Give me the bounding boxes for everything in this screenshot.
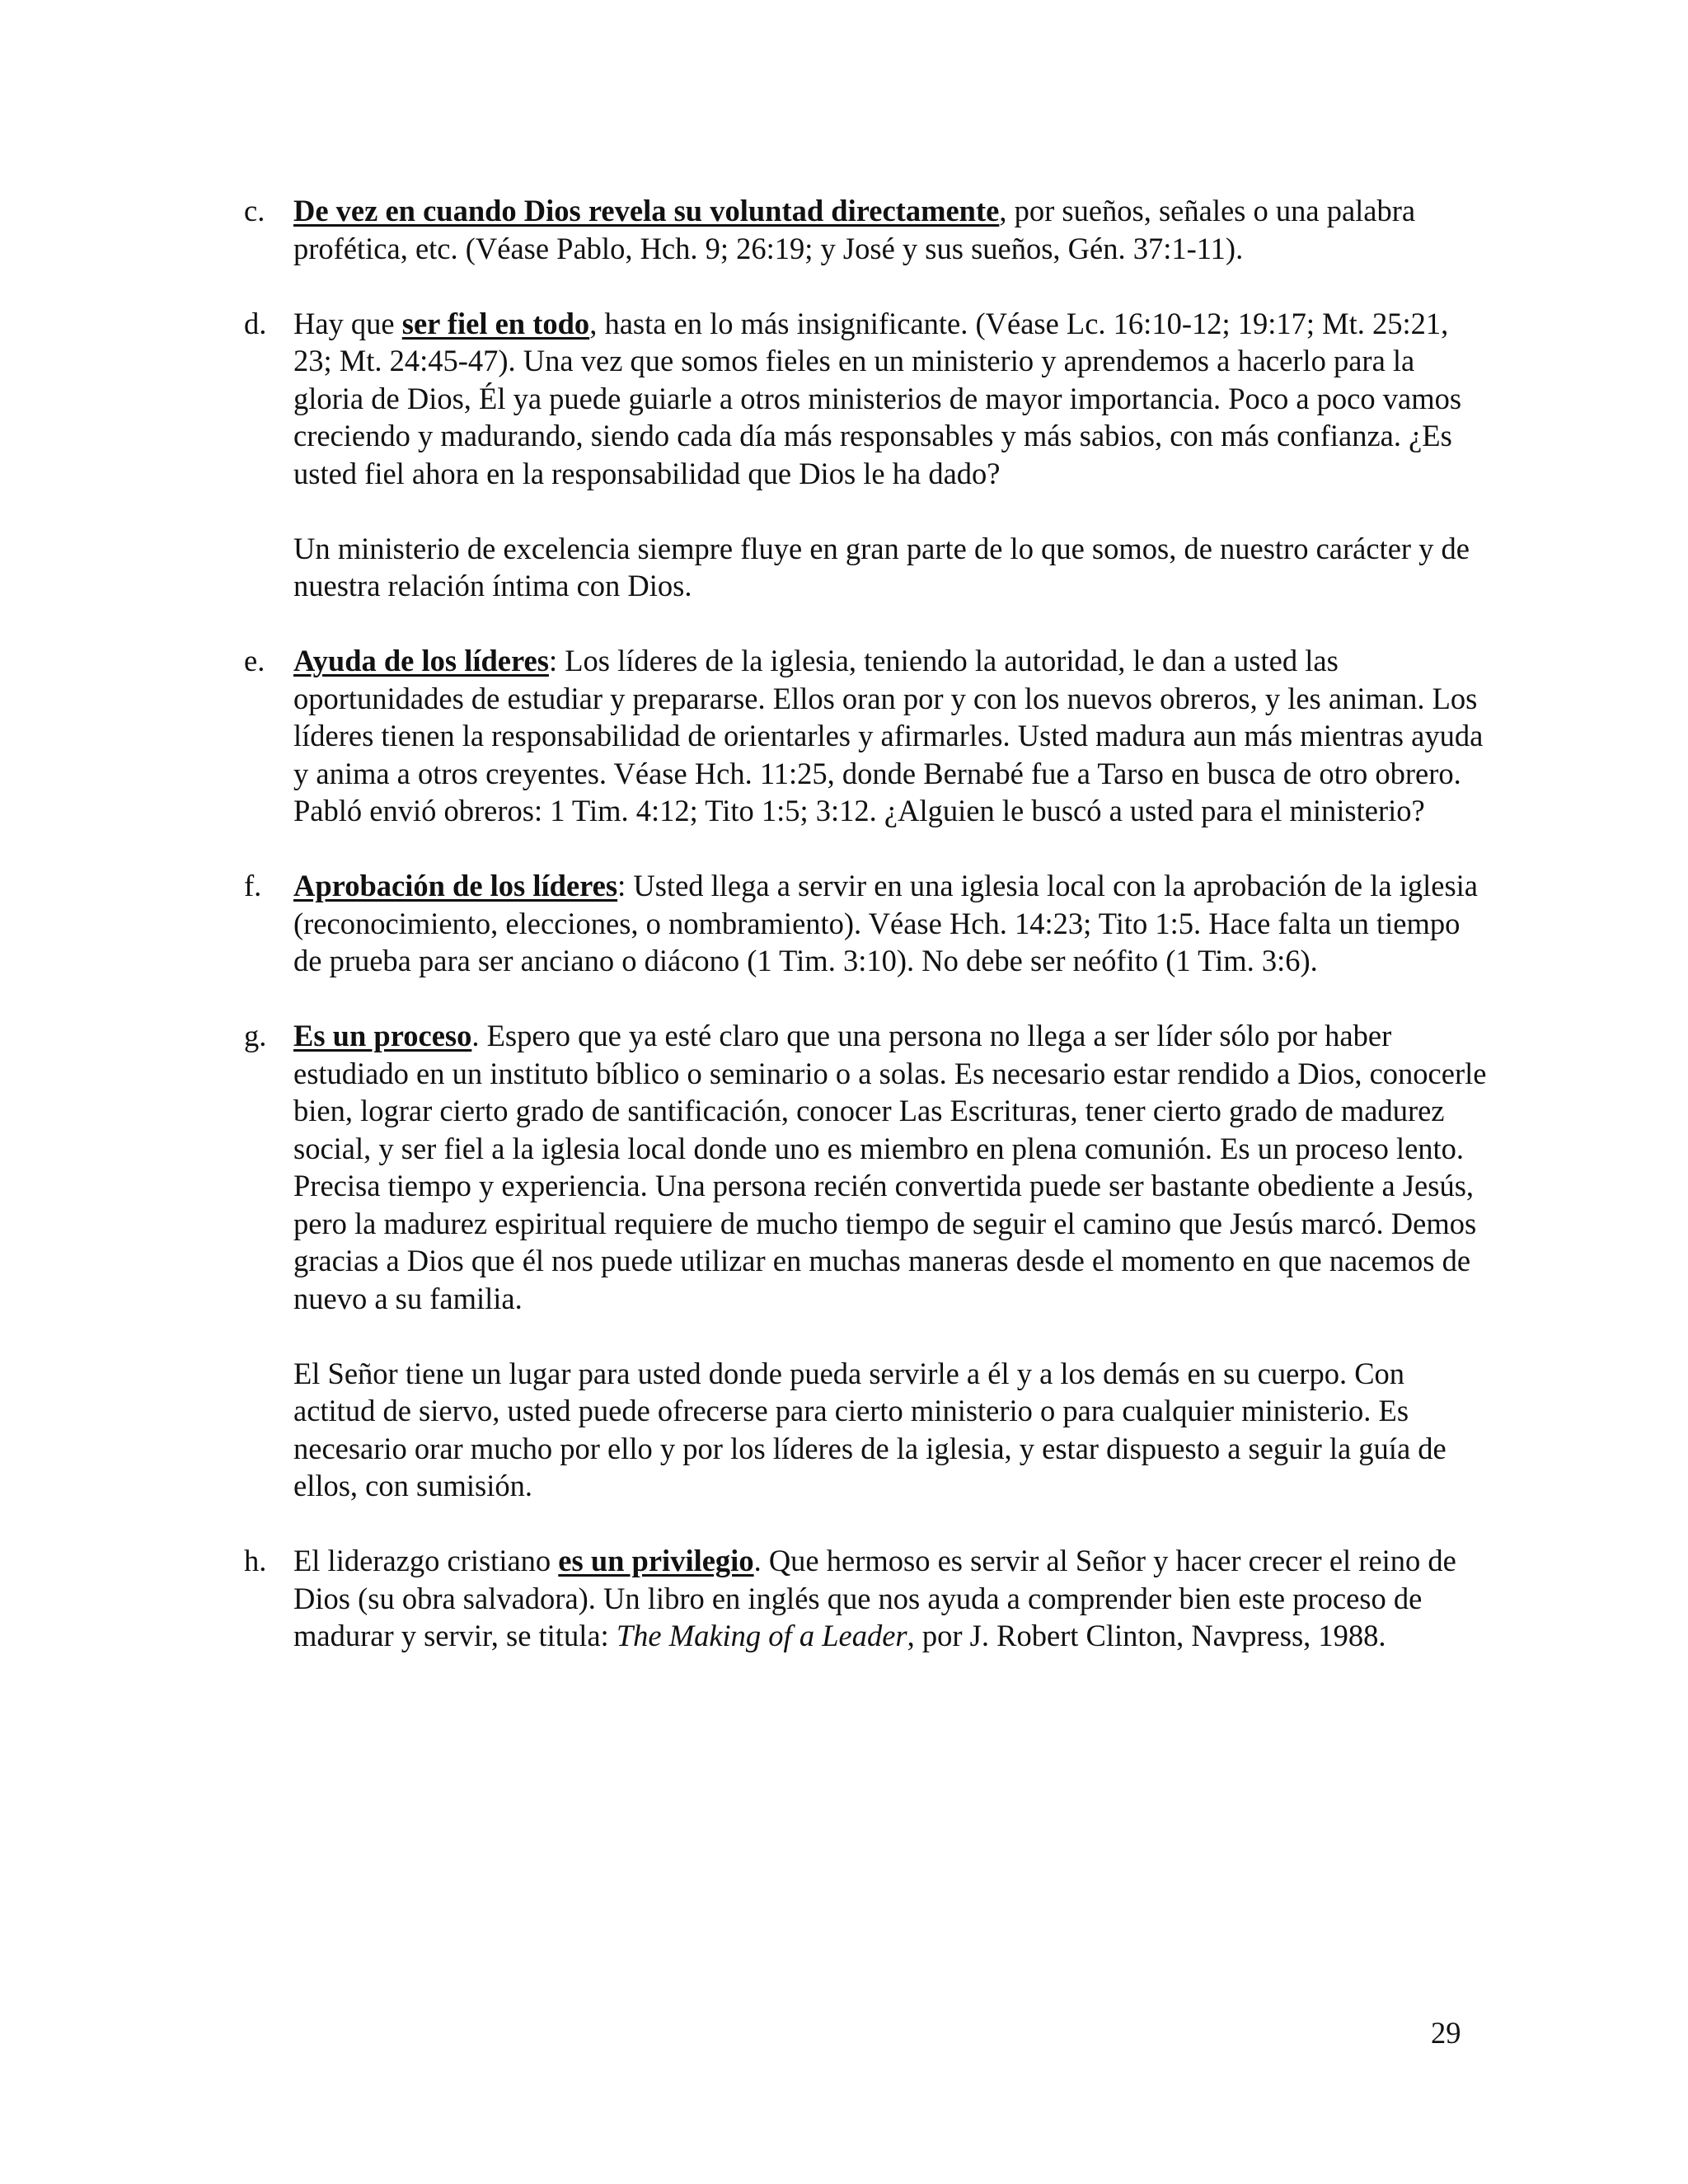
list-item-d [244,305,1489,605]
paragraph [293,867,1489,980]
paragraph-text: Hay que [293,306,402,340]
item-letter: h. [244,1544,267,1577]
highlight-phrase: Es un proceso [293,1019,472,1052]
item-letter: g. [244,1019,267,1052]
page-body [244,192,1489,1655]
paragraph-text: El liderazgo cristiano [293,1544,559,1577]
item-letter: f. [244,869,262,902]
paragraph-text: : Los líderes de la iglesia, teniendo la autoridad, le dan a usted las oportunidades de estudiar y prepararse. Ellos oran por y con los nuevos obreros, y les animan. Los líderes tienen la responsabilidad de orientarles y afirmarles. Usted madura aun más mientras ayuda y anima a otros creyentes. Véase Hch. 11:25, donde Bernabé fue a Tarso en busca de otro obrero. Pabló envió obreros: 1 Tim. 4:12; Tito 1:5; 3:12. ¿Alguien le buscó a usted para el ministerio? [293,644,1484,827]
highlight-phrase: es un privilegio [558,1544,754,1577]
book-title: The Making of a Leader [616,1619,907,1652]
paragraph [293,642,1489,830]
list-item-g [244,1017,1489,1505]
item-content [293,642,1489,830]
highlight-phrase: ser fiel en todo [401,306,590,340]
item-letter: c. [244,194,265,227]
item-content [293,1017,1489,1505]
paragraph-text: . Espero que ya esté claro que una persona no llega a ser líder sólo por haber estudiado en un instituto bíblico o seminario o a solas. Es necesario estar rendido a Dios, conocerle bien, lograr cierto grado de santificación, conocer Las Escrituras, tener cierto grado de madurez social, y ser fiel a la iglesia local donde uno es miembro en plena comunión. Es un proceso lento. Precisa tiempo y experiencia. Una persona recién convertida puede ser bastante obediente a Jesús, pero la madurez espiritual requiere de mucho tiempo de seguir el camino que Jesús marcó. Demos gracias a Dios que él nos puede utilizar en muchas maneras desde el momento en que nacemos de nuevo a su familia. [293,1019,1487,1315]
item-content [293,1542,1489,1655]
list-item-h [244,1542,1489,1655]
paragraph-text: , hasta en lo más insignificante. (Véase Lc. 16:10-12; 19:17; Mt. 25:21, 23; Mt. 24:45-47). Una vez que somos fieles en un ministerio y aprendemos a hacerlo para la gloria de Dios, Él ya puede guiarle a otros ministerios de mayor importancia. Poco a poco vamos creciendo y madurando, siendo cada día más responsables y más sabios, con más confianza. ¿Es usted fiel ahora en la responsabilidad que Dios le ha dado? [293,306,1462,490]
paragraph-text: , por sueños, señales o una palabra profética, etc. (Véase Pablo, Hch. 9; 26:19; y José y sus sueños, Gén. 37:1-11). [293,194,1416,265]
paragraph [293,1017,1489,1317]
page-number: 29 [1431,2016,1461,2050]
list-item-e [244,642,1489,830]
highlight-phrase: Aprobación de los líderes [293,869,618,902]
paragraph [293,1542,1489,1655]
list-item-c [244,192,1489,267]
paragraph-text: : Usted llega a servir en una iglesia local con la aprobación de la iglesia (reconocimiento, elecciones, o nombramiento). Véase Hch. 14:23; Tito 1:5. Hace falta un tiempo de prueba para ser anciano o diácono (1 Tim. 3:10). No debe ser neófito (1 Tim. 3:6). [293,869,1478,977]
item-content [293,305,1489,605]
paragraph-text: , por J. Robert Clinton, Navpress, 1988. [907,1619,1386,1652]
paragraph [293,305,1489,493]
highlight-phrase: Ayuda de los líderes [293,644,549,677]
paragraph [293,192,1489,267]
paragraph: Un ministerio de excelencia siempre fluye en gran parte de lo que somos, de nuestro carácter y de nuestra relación íntima con Dios. [293,531,1470,602]
paragraph: El Señor tiene un lugar para usted donde pueda servirle a él y a los demás en su cuerpo. Con actitud de siervo, usted puede ofrecerse para cierto ministerio o para cualquier ministerio. Es necesario orar mucho por ello y por los líderes de la iglesia, y estar dispuesto a seguir la guía de ellos, con sumisión. [293,1356,1447,1502]
list-item-f [244,867,1489,980]
item-letter: e. [244,644,265,677]
paragraph-text: . Que hermoso es servir al Señor y hacer crecer el reino de Dios (su obra salvadora). Un libro en inglés que nos ayuda a comprender bien este proceso de madurar y servir, se titula: [293,1544,1456,1652]
highlight-phrase: De vez en cuando Dios revela su voluntad directamente [293,194,1000,227]
item-content [293,192,1489,267]
item-letter: d. [244,306,267,340]
item-content [293,867,1489,980]
